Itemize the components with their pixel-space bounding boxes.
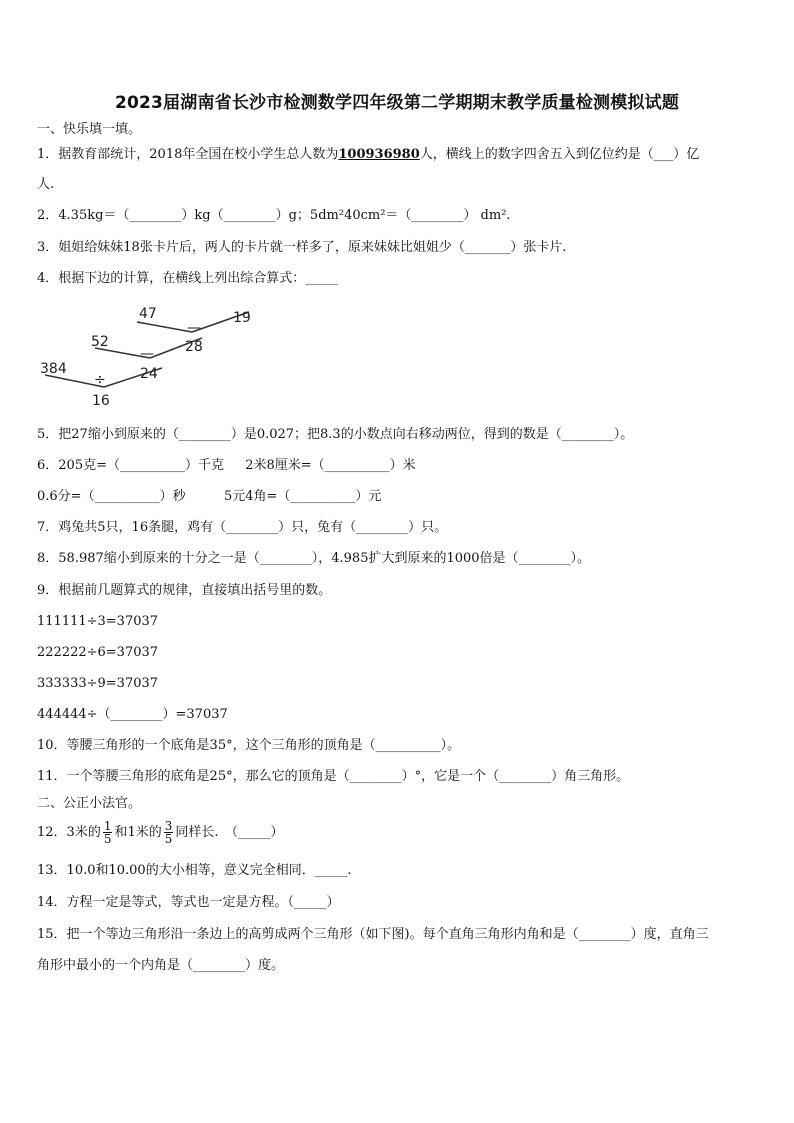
- question-15-line-2: 角形中最小的一个内角是（________）度。: [37, 958, 285, 973]
- diagram-minus-sign: —: [187, 320, 201, 336]
- question-11: 11．一个等腰三角形的底角是25°，那么它的顶角是（________）°，它是一个（________）角三角形。: [37, 769, 630, 784]
- fraction-denominator: 5: [103, 832, 112, 846]
- question-10: 10．等腰三角形的一个底角是35°，这个三角形的顶角是（__________）。: [37, 738, 461, 753]
- diagram-number-52: 52: [91, 334, 109, 350]
- question-1-continued: 人.: [37, 177, 55, 192]
- question-5: 5．把27缩小到原来的（________）是0.027；把8.3的小数点向右移动两位，得到的数是（________）。: [37, 427, 634, 442]
- question-12-text-b: 和1米的: [114, 825, 162, 840]
- diagram-number-28: 28: [185, 339, 203, 355]
- section-heading-2: 二、公正小法官。: [37, 796, 142, 811]
- question-6-line-1: 6．205克=（__________）千克 2米8厘米=（__________）米: [37, 458, 416, 473]
- question-6-line-2: 0.6分=（__________）秒 5元4角=（__________）元: [37, 489, 382, 504]
- question-3: 3．姐姐给妹妹18张卡片后，两人的卡片就一样多了，原来妹妹比姐姐少（_______）张卡片.: [37, 240, 567, 255]
- diagram-divide-sign: ÷: [94, 372, 106, 388]
- pattern-line-3: 333333÷9=37037: [37, 676, 159, 691]
- question-13: 13．10.0和10.00的大小相等，意义完全相同．_____.: [37, 863, 352, 878]
- diagram-number-16: 16: [92, 393, 110, 409]
- page-title: 2023届湖南省长沙市检测数学四年级第二学期期末教学质量检测模拟试题: [114, 93, 680, 113]
- question-15-line-1: 15．把一个等边三角形沿一条边上的高剪成两个三角形（如下图)。每个直角三角形内角和是（________）度，直角三: [37, 927, 709, 942]
- question-12-text-a: 12．3米的: [37, 825, 101, 840]
- fraction-denominator: 5: [164, 832, 173, 846]
- question-1-text-b: 人，横线上的数字四舍五入到亿位约是（___）亿: [419, 147, 700, 162]
- fraction-one-fifth: [103, 820, 113, 845]
- question-1-underlined-number: 100936980: [338, 147, 420, 162]
- pattern-line-1: 111111÷3=37037: [37, 614, 159, 629]
- question-12-text-c: 同样长. （_____）: [175, 825, 284, 840]
- diagram-number-24: 24: [140, 366, 158, 382]
- question-12: [37, 820, 284, 846]
- question-1-text-a: 1．据教育部统计，2018年全国在校小学生总人数为: [37, 147, 339, 162]
- diagram-number-384: 384: [40, 361, 67, 377]
- diagram-number-47: 47: [139, 306, 157, 322]
- fraction-numerator: 3: [164, 819, 173, 833]
- diagram-branch-line: [137, 322, 192, 332]
- question-4: 4．根据下边的计算，在横线上列出综合算式：_____: [37, 271, 338, 286]
- fraction-numerator: 1: [103, 819, 112, 833]
- question-8: 8．58.987缩小到原来的十分之一是（________），4.985扩大到原来的1000倍是（________）。: [37, 551, 591, 566]
- pattern-line-2: 222222÷6=37037: [37, 645, 159, 660]
- question-1: [37, 146, 699, 164]
- calculation-diagram: [37, 300, 267, 415]
- diagram-minus-sign: —: [140, 346, 154, 362]
- question-9: 9．根据前几题算式的规律，直接填出括号里的数。: [37, 583, 332, 598]
- question-14: 14．方程一定是等式，等式也一定是方程。（_____）: [37, 895, 340, 910]
- section-heading-1: 一、快乐填一填。: [37, 122, 142, 137]
- question-7: 7．鸡兔共5只，16条腿，鸡有（________）只，兔有（________）只。: [37, 520, 448, 535]
- pattern-line-4: 444444÷（________）=37037: [37, 707, 228, 722]
- fraction-three-fifths: [164, 820, 174, 845]
- question-2: 2．4.35kg＝（________）kg（________）g；5dm²40cm²＝（________） dm².: [37, 208, 511, 223]
- diagram-number-19: 19: [233, 310, 251, 326]
